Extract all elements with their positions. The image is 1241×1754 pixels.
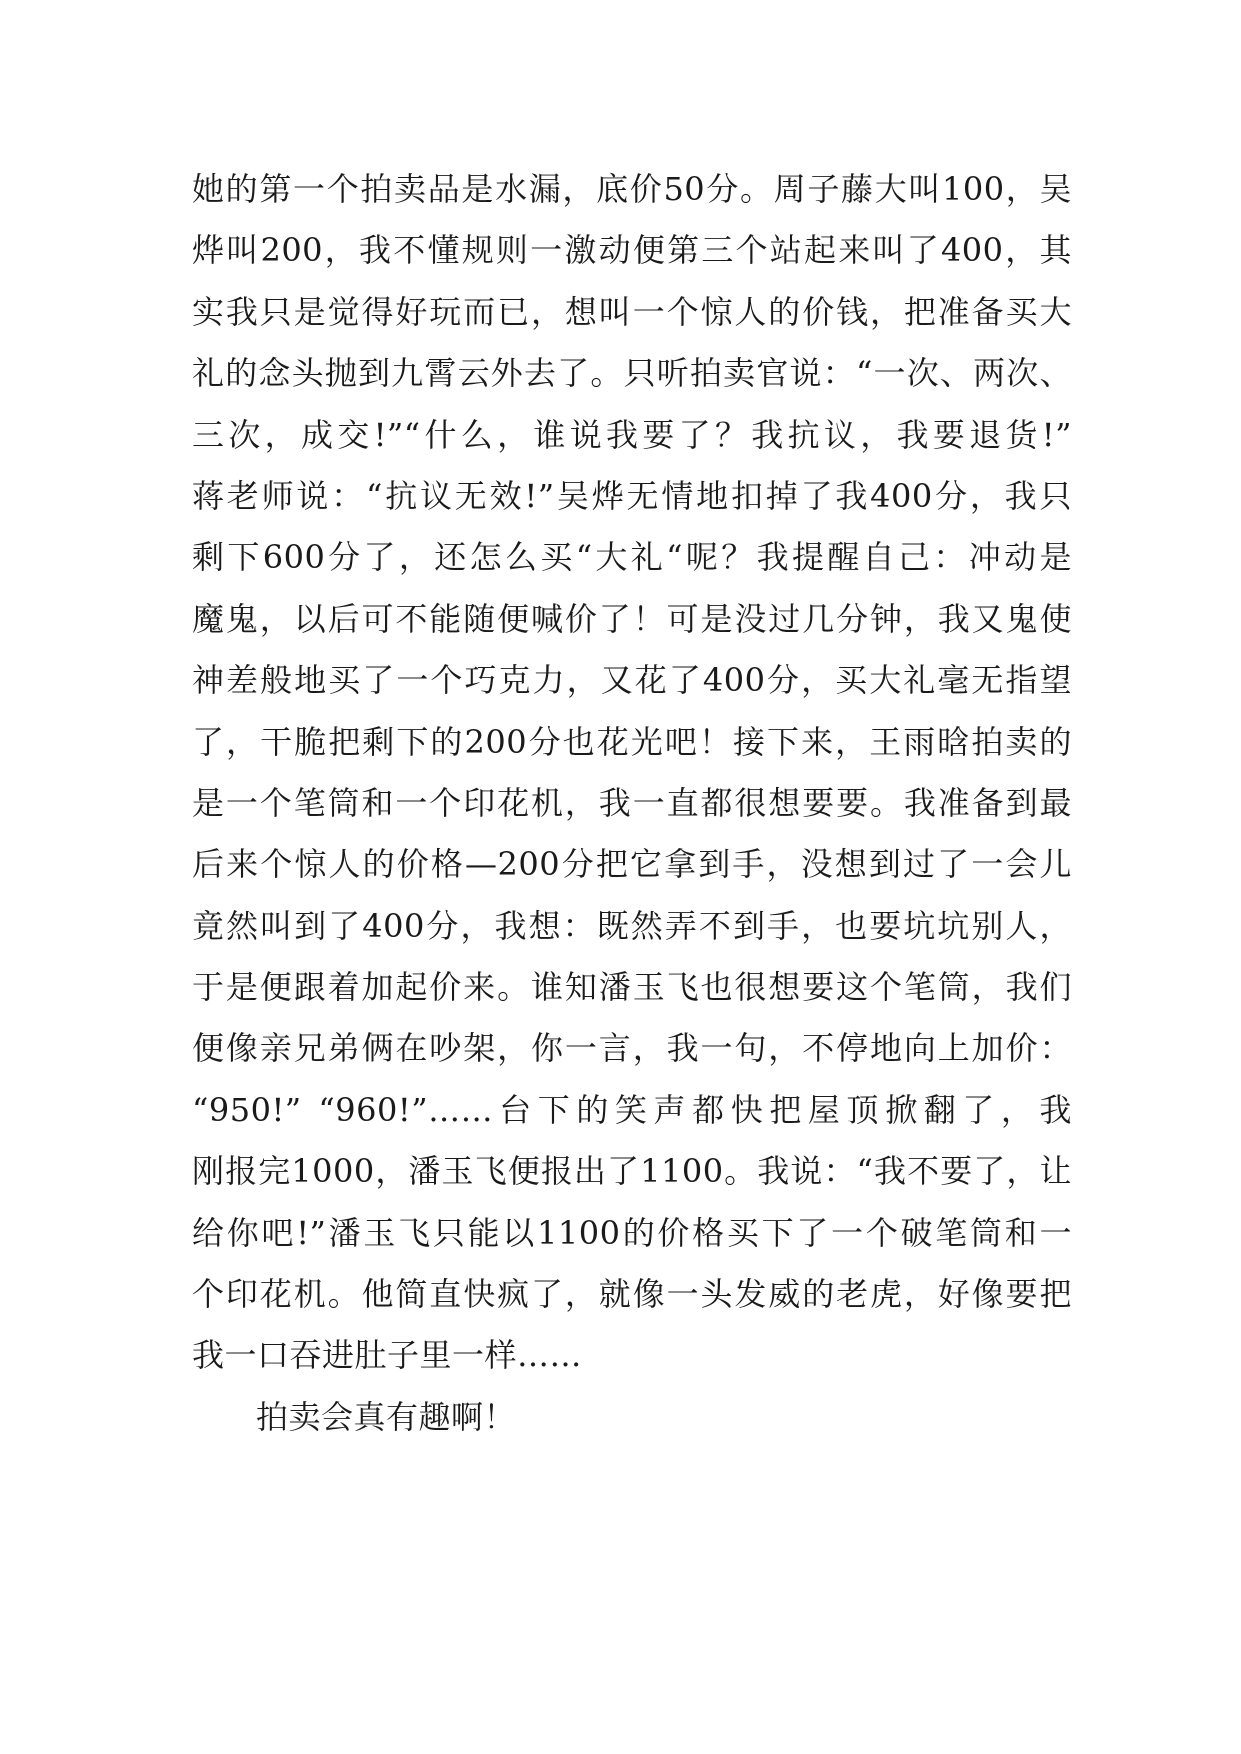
text-line: 竟然叫到了400分，我想：既然弄不到手，也要坑坑别人， <box>192 906 1072 945</box>
text-line: 她的第一个拍卖品是水漏，底价50分。周子藤大叫100，吴 <box>192 170 1072 208</box>
text-line: 三次，成交!”“什么，谁说我要了？我抗议，我要退货!” <box>192 415 1072 454</box>
text-line: 实我只是觉得好玩而已，想叫一个惊人的价钱，把准备买大 <box>192 292 1072 331</box>
text-line: 于是便跟着加起价来。谁知潘玉飞也很想要这个笔筒，我们 <box>192 968 1072 1007</box>
text-line: 个印花机。他简直快疯了，就像一头发威的老虎，好像要把 <box>192 1275 1072 1314</box>
text-line: 神差般地买了一个巧克力，又花了400分，买大礼毫无指望 <box>192 661 1072 700</box>
text-line: 刚报完1000，潘玉飞便报出了1100。我说：“我不要了，让 <box>192 1152 1072 1191</box>
text-line: 是一个笔筒和一个印花机，我一直都很想要要。我准备到最 <box>192 783 1072 822</box>
text-line: 剩下600分了，还怎么买“大礼“呢？我提醒自己：冲动是 <box>192 538 1072 577</box>
text-line: 蒋老师说：“抗议无效!”吴烨无情地扣掉了我400分，我只 <box>192 476 1072 515</box>
text-line: 我一口吞进肚子里一样…… <box>192 1336 583 1375</box>
story-text <box>192 159 1072 1448</box>
text-line: 烨叫200，我不懂规则一激动便第三个站起来叫了400，其 <box>192 231 1072 270</box>
closing-line: 拍卖会真有趣啊！ <box>256 1397 517 1436</box>
text-line: “950!” “960!”……台下的笑声都快把屋顶掀翻了，我 <box>192 1090 1072 1129</box>
text-line: 礼的念头抛到九霄云外去了。只听拍卖官说：“一次、两次、 <box>192 354 1072 393</box>
text-line: 了，干脆把剩下的200分也花光吧！接下来，王雨晗拍卖的 <box>192 722 1072 761</box>
text-line: 后来个惊人的价格—200分把它拿到手，没想到过了一会儿 <box>192 845 1072 884</box>
text-line: 魔鬼，以后可不能随便喊价了！可是没过几分钟，我又鬼使 <box>192 599 1072 638</box>
text-line: 给你吧!”潘玉飞只能以1100的价格买下了一个破笔筒和一 <box>192 1213 1072 1252</box>
text-line: 便像亲兄弟俩在吵架，你一言，我一句，不停地向上加价： <box>192 1029 1072 1068</box>
